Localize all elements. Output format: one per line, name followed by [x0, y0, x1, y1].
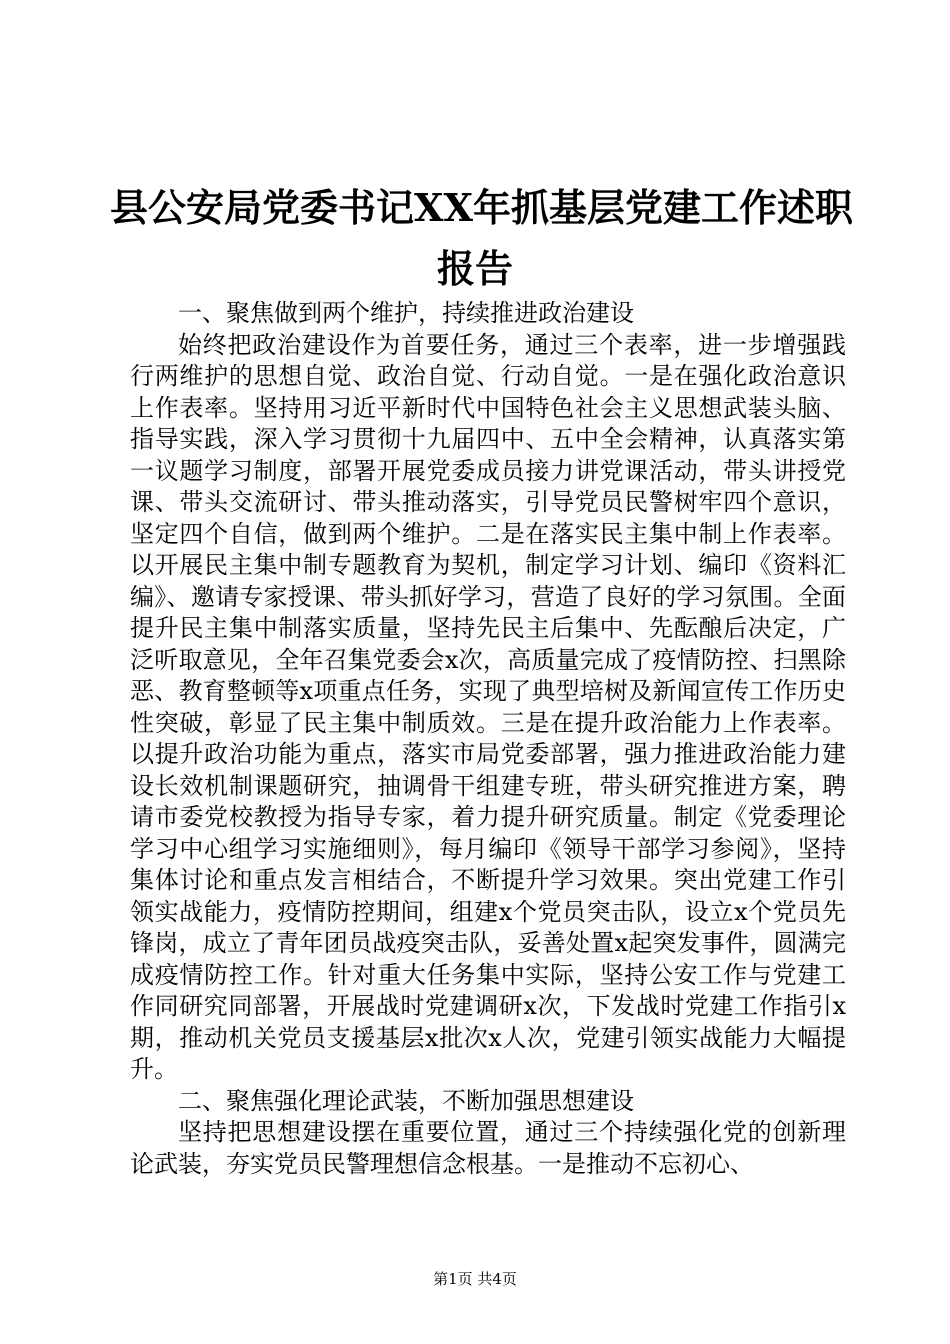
page-footer: 第1页 共4页	[433, 1270, 517, 1288]
section-1-heading: 一、聚焦做到两个维护，持续推进政治建设	[178, 299, 634, 327]
document-title-line-2: 报告	[436, 246, 513, 291]
document-body	[130, 298, 846, 1180]
section-2-heading: 二、聚焦强化理论武装，不断加强思想建设	[178, 1086, 634, 1115]
section-2-paragraph: 坚持把思想建设摆在重要位置，通过三个持续强化党的创新理论武装，夯实党员民警理想信念根基。一是推动不忘初心、	[130, 1118, 846, 1178]
document-title-line-1: 县公安局党委书记XX年抓基层党建工作述职	[110, 185, 853, 230]
section-1-paragraph: 始终把政治建设作为首要任务，通过三个表率，进一步增强践行两维护的思想自觉、政治自觉、行动自觉。一是在强化政治意识上作表率。坚持用习近平新时代中国特色社会主义思想武装头脑、指导实践，深入学习贯彻十九届四中、五中全会精神，认真落实第一议题学习制度，部署开展党委成员接力讲党课活动，带头讲授党课、带头交流研讨、带头推动落实，引导党员民警树牢四个意识，坚定四个自信，做到两个维护。二是在落实民主集中制上作表率。以开展民主集中制专题教育为契机，制定学习计划、编印《资料汇编》、邀请专家授课、带头抓好学习，营造了良好的学习氛围。全面提升民主集中制落实质量，坚持先民主后集中、先酝酿后决定，广泛听取意见，全年召集党委会x次，高质量完成了疫情防控、扫黑除恶、教育整顿等x项重点任务，实现了典型培树及新闻宣传工作历史性突破，彰显了民主集中制质效。三是在提升政治能力上作表率。以提升政治功能为重点，落实市局党委部署，强力推进政治能力建设长效机制课题研究，抽调骨干组建专班，带头研究推进方案，聘请市委党校教授为指导专家，着力提升研究质量。制定《党委理论学习中心组学习实施细则》，每月编印《领导干部学习参阅》，坚持集体讨论和重点发言相结合，不断提升学习效果。突出党建工作引领实战能力，疫情防控期间，组建x个党员突击队，设立x个党员先锋岗，成立了青年团员战疫突击队，妥善处置x起突发事件，圆满完成疫情防控工作。针对重大任务集中实际，坚持公安工作与党建工作同研究同部署，开展战时党建调研x次，下发战时党建工作指引x期，推动机关党员支援基层x批次x人次，党建引领实战能力大幅提升。	[130, 330, 846, 1083]
